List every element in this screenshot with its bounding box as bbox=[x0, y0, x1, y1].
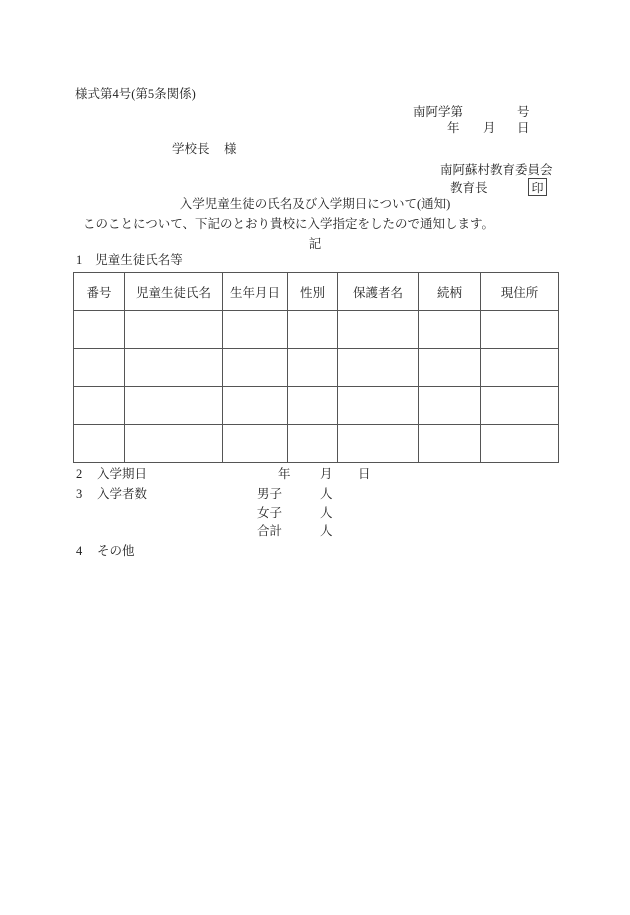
table-empty-cell bbox=[223, 349, 288, 387]
table-column-header: 番号 bbox=[74, 273, 125, 311]
table-empty-cell bbox=[288, 311, 338, 349]
item1-number: 1 bbox=[76, 253, 83, 267]
item3-row-total-unit: 人 bbox=[320, 524, 333, 538]
table-empty-cell bbox=[125, 425, 223, 463]
form-number: 様式第4号(第5条関係) bbox=[75, 87, 196, 101]
date-day-label: 日 bbox=[517, 121, 530, 135]
table-column-header: 現住所 bbox=[481, 273, 559, 311]
table-empty-cell bbox=[338, 349, 419, 387]
table-empty-cell bbox=[74, 387, 125, 425]
body-text: このことについて、下記のとおり貴校に入学指定をしたので通知します。 bbox=[83, 217, 495, 231]
item3-row-boys-label: 男子 bbox=[257, 487, 283, 501]
record-marker: 記 bbox=[308, 237, 322, 251]
table-empty-cell bbox=[338, 425, 419, 463]
table-empty-cell bbox=[125, 387, 223, 425]
table-empty-cell bbox=[288, 349, 338, 387]
table-empty-cell bbox=[419, 311, 481, 349]
issuing-organization: 南阿蘇村教育委員会 bbox=[440, 163, 553, 177]
doc-number-label: 南阿学第 bbox=[413, 105, 464, 119]
table-empty-cell bbox=[223, 425, 288, 463]
table-column-header: 児童生徒氏名 bbox=[125, 273, 223, 311]
table-empty-cell bbox=[223, 311, 288, 349]
table-column-header: 続柄 bbox=[419, 273, 481, 311]
issuer-title: 教育長 bbox=[450, 181, 488, 195]
table-empty-cell bbox=[74, 349, 125, 387]
date-year-label: 年 bbox=[447, 121, 460, 135]
table-header-row bbox=[74, 273, 559, 311]
item2-year-label: 年 bbox=[278, 467, 291, 481]
doc-number-unit: 号 bbox=[517, 105, 530, 119]
item2-day-label: 日 bbox=[358, 467, 371, 481]
seal-character: 印 bbox=[531, 180, 544, 195]
seal-placeholder-box bbox=[528, 178, 547, 196]
table-empty-cell bbox=[74, 425, 125, 463]
table-empty-cell bbox=[125, 311, 223, 349]
table-empty-cell bbox=[481, 311, 559, 349]
table-empty-cell bbox=[481, 387, 559, 425]
table-column-header: 生年月日 bbox=[223, 273, 288, 311]
table-empty-cell bbox=[338, 387, 419, 425]
student-table bbox=[73, 272, 559, 463]
item2-month-label: 月 bbox=[320, 467, 333, 481]
table-empty-cell bbox=[338, 311, 419, 349]
table-column-header: 性別 bbox=[288, 273, 338, 311]
addressee-honorific: 様 bbox=[224, 142, 237, 156]
table-column-header: 保護者名 bbox=[338, 273, 419, 311]
item3-label: 入学者数 bbox=[97, 487, 148, 501]
table-empty-cell bbox=[481, 349, 559, 387]
subject-title: 入学児童生徒の氏名及び入学期日について(通知) bbox=[179, 197, 451, 211]
item1-label: 児童生徒氏名等 bbox=[95, 253, 183, 267]
table-empty-cell bbox=[419, 387, 481, 425]
item1-line bbox=[76, 253, 183, 267]
item4-number: 4 bbox=[76, 544, 83, 558]
item3-row-girls-unit: 人 bbox=[320, 506, 333, 520]
table-empty-cell bbox=[419, 349, 481, 387]
table-empty-cell bbox=[288, 425, 338, 463]
table-empty-cell bbox=[419, 425, 481, 463]
table-row bbox=[74, 387, 559, 425]
item2-number: 2 bbox=[76, 467, 83, 481]
addressee: 学校長 bbox=[172, 142, 210, 156]
table-row bbox=[74, 311, 559, 349]
table-empty-cell bbox=[223, 387, 288, 425]
item3-row-boys-unit: 人 bbox=[320, 487, 333, 501]
item2-label: 入学期日 bbox=[97, 467, 148, 481]
item3-row-total-label: 合計 bbox=[257, 524, 283, 538]
item4-label: その他 bbox=[97, 544, 135, 558]
table-empty-cell bbox=[288, 387, 338, 425]
table-row bbox=[74, 349, 559, 387]
table-empty-cell bbox=[481, 425, 559, 463]
table-empty-cell bbox=[74, 311, 125, 349]
item3-number: 3 bbox=[76, 487, 83, 501]
table-empty-cell bbox=[125, 349, 223, 387]
table-row bbox=[74, 425, 559, 463]
date-month-label: 月 bbox=[483, 121, 496, 135]
item3-row-girls-label: 女子 bbox=[257, 506, 283, 520]
